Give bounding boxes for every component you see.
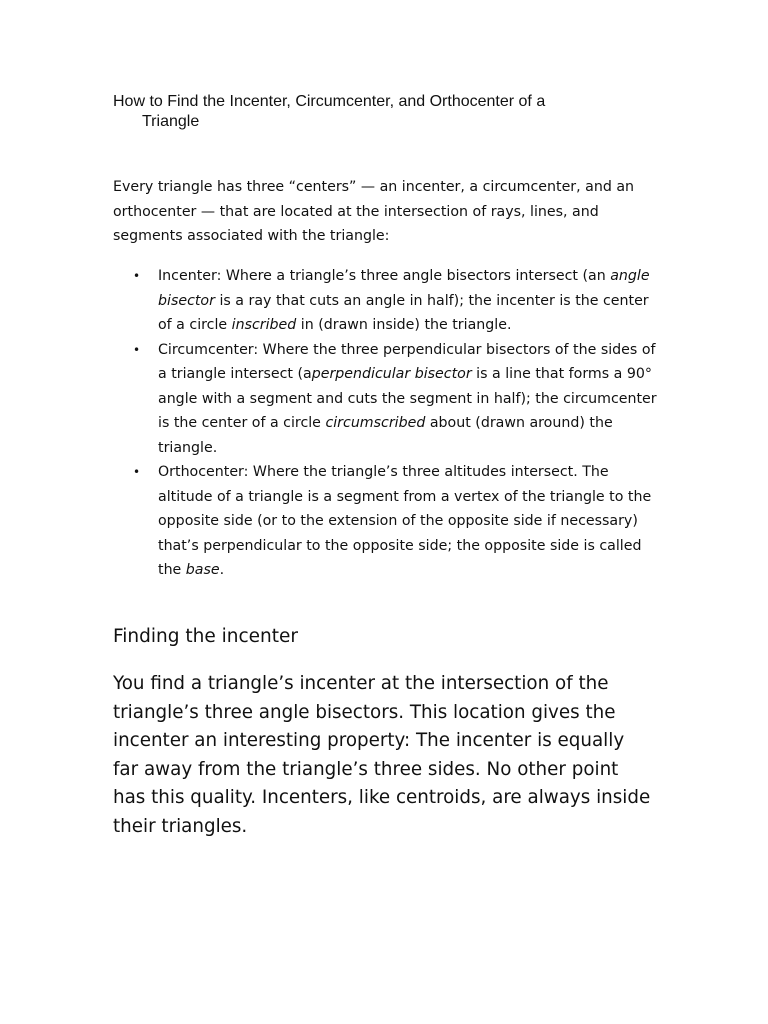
bullet-text: is a line that forms a 90° angle with a segment and cuts the segment in half); the circumcenter is the center of a circle — [158, 366, 657, 431]
list-item-orthocenter — [133, 460, 658, 583]
bullet-text: Orthocenter: Where the triangle’s three altitudes intersect. The altitude of a triangle is a segment from a vertex of the triangle to the opposite side (or to the extension of the opposite side if necessary) that’s perpendicular to the opposite side; the opposite side is called the — [158, 464, 652, 578]
bullet-icon: • — [133, 342, 141, 357]
bullet-text: Incenter: Where a triangle’s three angle bisectors intersect (an — [158, 268, 611, 284]
bullet-emphasis: base — [185, 562, 220, 578]
list-item-circumcenter — [133, 338, 658, 461]
bullet-text: Circumcenter: Where the three perpendicular bisectors of the sides of a triangle intersect (a — [158, 341, 656, 382]
bullet-text: about (drawn around) the triangle. — [158, 415, 613, 456]
intro-paragraph: Every triangle has three “centers” — an incenter, a circumcenter, and an orthocenter — that are located at the intersection of rays, lines, and segments associated with the triangle: — [113, 179, 635, 244]
bullet-text: is a ray that cuts an angle in half); the incenter is the center of a circle — [158, 292, 649, 333]
section-heading: Finding the incenter — [113, 626, 299, 647]
centers-bullet-list — [133, 264, 658, 583]
section-paragraph: You find a triangle’s incenter at the intersection of the triangle’s three angle bisectors. This location gives the incenter an interesting property: The incenter is equally far away from the triangle’s three sides. No other point has this quality. Incenters, like centroids, are always inside their triangles. — [113, 673, 651, 837]
bullet-emphasis: angle bisector — [158, 268, 650, 309]
bullet-text: . — [219, 562, 225, 578]
bullet-emphasis: perpendicular bisector — [311, 366, 472, 382]
list-item-incenter — [133, 264, 658, 338]
title-line-2: Triangle — [142, 113, 200, 130]
bullet-icon: • — [133, 465, 141, 479]
bullet-icon: • — [133, 269, 141, 283]
bullet-emphasis: inscribed — [231, 317, 297, 333]
document-title — [113, 92, 633, 132]
bullet-text: in (drawn inside) the triangle. — [296, 317, 512, 333]
bullet-emphasis: circumscribed — [325, 415, 426, 431]
title-line-1: How to Find the Incenter, Circumcenter, and Orthocenter of a — [113, 93, 546, 110]
